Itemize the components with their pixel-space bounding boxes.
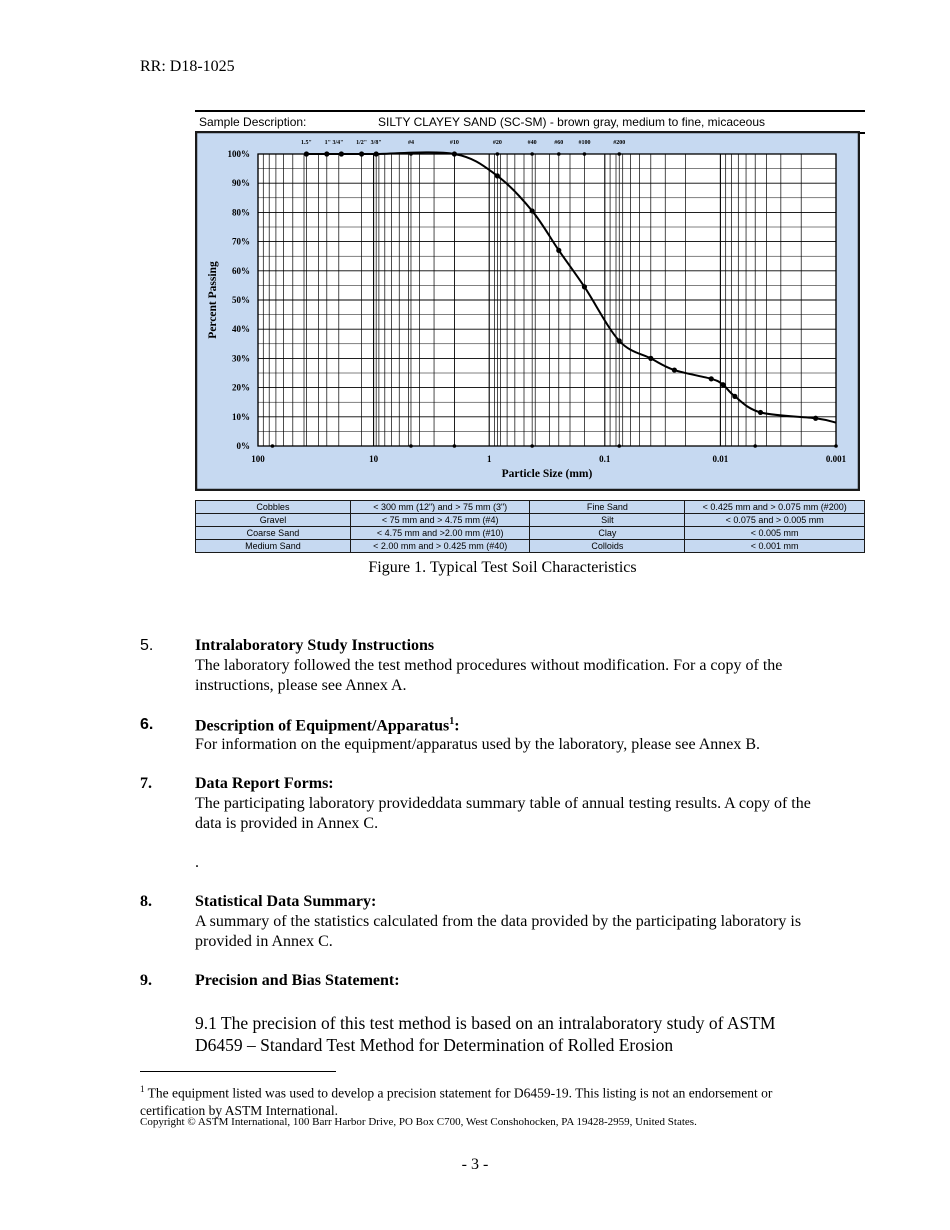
top-sieve-marker xyxy=(557,152,561,156)
soil-table-cell: Silt xyxy=(530,514,685,527)
soil-table-cell: Coarse Sand xyxy=(196,527,351,540)
soil-table-cell: Cobbles xyxy=(196,501,351,514)
x-axis-label: Particle Size (mm) xyxy=(501,468,593,480)
x-tick-label: 0.1 xyxy=(599,454,611,464)
y-tick-label: 30% xyxy=(232,353,250,364)
soil-table-cell: Fine Sand xyxy=(530,501,685,514)
section-title-9: Precision and Bias Statement: xyxy=(195,972,400,989)
top-sieve-marker xyxy=(496,152,500,156)
report-id-header: RR: D18-1025 xyxy=(140,58,235,75)
sample-description-label: Sample Description: xyxy=(199,115,307,129)
figure-caption: Figure 1. Typical Test Soil Characteristics xyxy=(368,559,637,576)
x-tick-label: 10 xyxy=(369,454,379,464)
soil-table-row xyxy=(196,514,865,527)
data-point xyxy=(324,151,329,156)
data-point xyxy=(709,376,714,381)
sieve-label: 1" 3/4" xyxy=(324,140,344,146)
data-point xyxy=(672,367,677,372)
soil-table-row xyxy=(196,501,865,514)
section-number-9: 9. xyxy=(140,972,152,989)
bottom-size-marker xyxy=(271,444,275,448)
data-point xyxy=(648,356,653,361)
gradation-chart xyxy=(195,131,860,491)
soil-table-cell: Gravel xyxy=(196,514,351,527)
data-point xyxy=(813,416,818,421)
bottom-size-marker xyxy=(453,444,457,448)
bottom-size-marker xyxy=(834,444,838,448)
x-tick-label: 1 xyxy=(486,454,492,464)
data-point xyxy=(758,410,763,415)
gradation-chart-svg xyxy=(195,131,860,491)
bottom-size-marker xyxy=(530,444,534,448)
soil-table-cell: Colloids xyxy=(530,540,685,553)
y-tick-label: 80% xyxy=(232,207,250,218)
section-title-8: Statistical Data Summary: xyxy=(195,893,377,910)
bottom-size-marker xyxy=(409,444,413,448)
y-tick-label: 100% xyxy=(227,149,250,159)
bottom-size-marker xyxy=(617,444,621,448)
data-point xyxy=(374,151,379,156)
footnote-text: The equipment listed was used to develop a precision statement for D6459-19. This listing is not an endorsement or certification by ASTM International. xyxy=(140,1085,773,1118)
soil-table-cell: < 4.75 mm and >2.00 mm (#10) xyxy=(350,527,530,540)
x-tick-label: 0.01 xyxy=(712,454,729,464)
data-point xyxy=(339,151,344,156)
sieve-label: 3/8" xyxy=(370,140,382,146)
data-point xyxy=(582,284,587,289)
section-number-5: 5. xyxy=(140,637,154,654)
soil-table-cell: < 0.005 mm xyxy=(685,527,865,540)
section-title-6-end: : xyxy=(454,717,460,735)
top-sieve-marker xyxy=(617,152,621,156)
section-title-6-text: Description of Equipment/Apparatus xyxy=(195,717,450,735)
soil-table-row xyxy=(196,527,865,540)
sieve-label: #40 xyxy=(527,140,537,146)
data-point xyxy=(452,151,457,156)
data-point xyxy=(304,151,309,156)
y-tick-label: 50% xyxy=(232,295,250,305)
bottom-size-marker xyxy=(753,444,757,448)
section-number-8: 8. xyxy=(140,893,152,910)
sieve-label: 1/2" xyxy=(356,140,368,146)
section-body-8: A summary of the statistics calculated from the data provided by the participating laboratory is provided in Annex C. xyxy=(195,913,802,950)
sieve-label: #200 xyxy=(613,140,626,146)
sieve-label: #10 xyxy=(449,140,459,146)
soil-table-row xyxy=(196,540,865,553)
section-7-dot: . xyxy=(195,854,199,871)
y-tick-label: 0% xyxy=(236,441,250,451)
sample-description-value: SILTY CLAYEY SAND (SC-SM) - brown gray, medium to fine, micaceous xyxy=(378,115,766,129)
data-point xyxy=(530,208,535,213)
y-tick-label: 60% xyxy=(232,265,250,276)
soil-table-cell: < 75 mm and > 4.75 mm (#4) xyxy=(350,514,530,527)
data-point xyxy=(732,394,737,399)
sieve-label: 1.5" xyxy=(301,140,312,146)
x-tick-label: 100 xyxy=(251,454,265,464)
data-point xyxy=(556,248,561,253)
x-tick-label: 0.001 xyxy=(825,454,847,464)
data-point xyxy=(617,338,622,343)
soil-table-cell: Medium Sand xyxy=(196,540,351,553)
data-point xyxy=(359,151,364,156)
sieve-label: #60 xyxy=(554,140,564,146)
footnote-reference: 1 xyxy=(449,716,455,727)
section-title-7: Data Report Forms: xyxy=(195,775,334,792)
soil-table-cell: Clay xyxy=(530,527,685,540)
section-title-5: Intralaboratory Study Instructions xyxy=(195,637,435,654)
sieve-label: #20 xyxy=(492,140,502,146)
top-sieve-marker xyxy=(530,152,534,156)
data-point xyxy=(495,173,500,178)
footnote-rule xyxy=(140,1071,336,1072)
footnote-mark: 1 xyxy=(140,1084,145,1094)
footnote xyxy=(140,1081,820,1119)
soil-table-cell: < 2.00 mm and > 0.425 mm (#40) xyxy=(350,540,530,553)
section-body-6: For information on the equipment/apparatus used by the laboratory, please see Annex B. xyxy=(195,736,761,753)
sieve-label: #4 xyxy=(407,140,414,146)
y-tick-label: 10% xyxy=(232,411,250,422)
data-point xyxy=(720,382,725,387)
y-tick-label: 70% xyxy=(232,236,250,247)
copyright-notice: Copyright © ASTM International, 100 Barr Harbor Drive, PO Box C700, West Conshohocken, PA 19428-2959, United States. xyxy=(140,1116,697,1128)
soil-classification-table xyxy=(195,500,865,553)
section-body-7: The participating laboratory provideddata summary table of annual testing results. A copy of the data is provided in Annex C. xyxy=(195,795,811,832)
soil-table-cell: < 0.425 mm and > 0.075 mm (#200) xyxy=(685,501,865,514)
section-title-6 xyxy=(195,716,460,735)
section-number-7: 7. xyxy=(140,775,152,792)
top-sieve-marker xyxy=(583,152,587,156)
page-number: - 3 - xyxy=(461,1156,489,1173)
soil-table-cell: < 0.001 mm xyxy=(685,540,865,553)
y-tick-label: 20% xyxy=(232,382,250,393)
y-axis-label: Percent Passing xyxy=(207,261,219,339)
sieve-label: #100 xyxy=(578,140,591,146)
y-tick-label: 40% xyxy=(232,324,250,335)
y-tick-label: 90% xyxy=(232,178,250,189)
section-body-5: The laboratory followed the test method procedures without modification. For a copy of the instructions, please see Annex A. xyxy=(195,657,783,694)
section-number-6: 6. xyxy=(140,716,154,733)
soil-table-cell: < 0.075 and > 0.005 mm xyxy=(685,514,865,527)
soil-table-cell: < 300 mm (12") and > 75 mm (3") xyxy=(350,501,530,514)
section-body-9: 9.1 The precision of this test method is based on an intralaboratory study of ASTM D6459 – Standard Test Method for Determination of Rolled Erosion xyxy=(195,1013,776,1055)
